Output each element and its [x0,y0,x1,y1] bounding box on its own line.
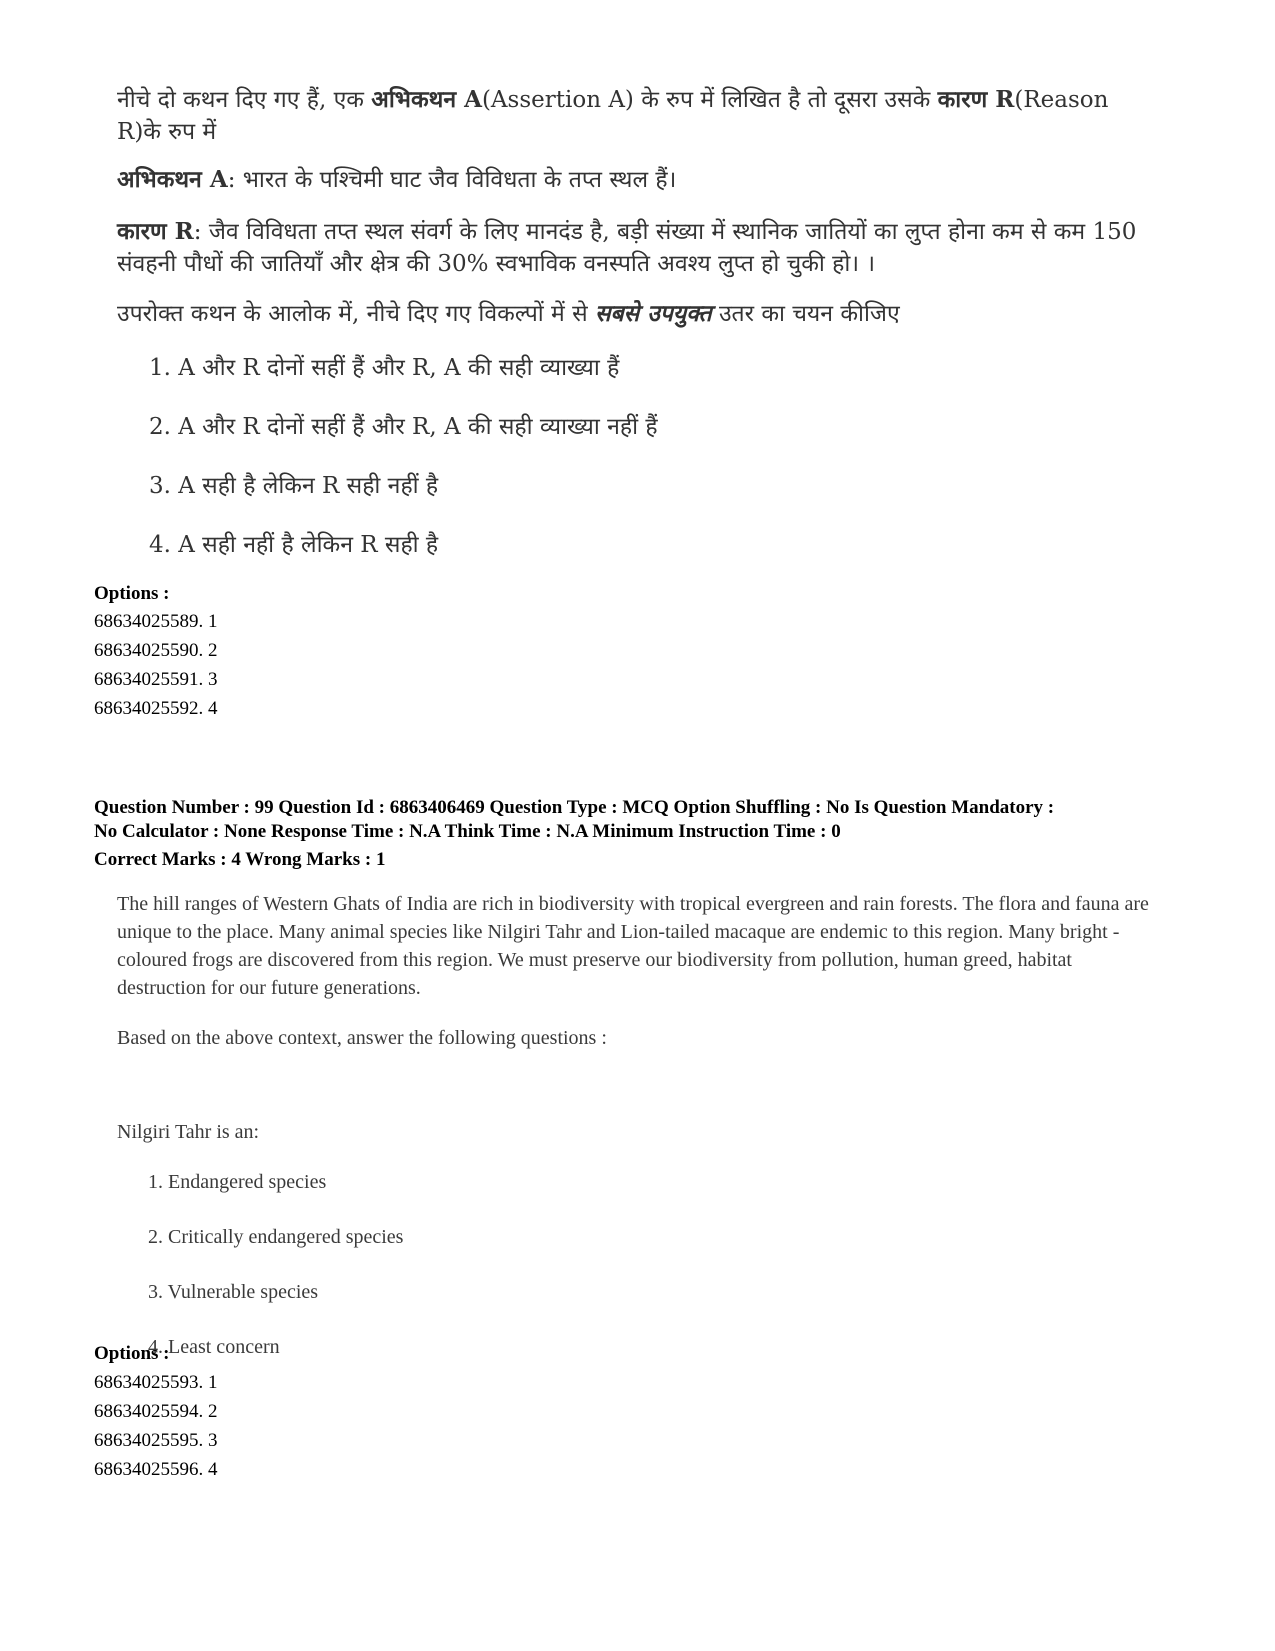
answer-choice: 1. Endangered species [148,1171,327,1193]
question-98-body [117,84,1157,588]
option-item: 68634025593. 1 [94,1372,218,1393]
question-99-body [117,890,1157,1388]
option-item: 68634025596. 4 [94,1459,218,1480]
answer-choice: 4. Least concern [148,1336,280,1358]
answer-choice: 2. Critically endangered species [148,1226,404,1248]
options-label: Options : [94,1343,170,1364]
option-item: 68634025591. 3 [94,669,218,690]
answer-choice: 1. A और R दोनों सहीं हैं और R, A की सही व्याख्या हैं [149,355,620,381]
option-item: 68634025592. 4 [94,698,218,719]
answer-choice: 3. A सही है लेकिन R सही नहीं है [149,473,439,499]
comprehension-instruction: Based on the above context, answer the following questions : [117,1027,607,1049]
option-item: 68634025595. 3 [94,1430,218,1451]
assertion-statement: अभिकथन A: भारत के पश्चिमी घाट जैव विविधता के तप्त स्थल हैं। [117,166,677,193]
reason-label: कारण R [117,218,194,245]
options-label: Options : [94,583,170,604]
answer-choice: 3. Vulnerable species [148,1281,319,1303]
options-list [94,607,218,723]
question-stem: Nilgiri Tahr is an: [117,1121,260,1143]
option-item: 68634025594. 2 [94,1401,218,1422]
answer-choice: 2. A और R दोनों सहीं हैं और R, A की सही व्याख्या नहीं हैं [149,414,658,440]
comprehension-passage: The hill ranges of Western Ghats of India are rich in biodiversity with tropical evergreen and rain forests. The flora and fauna are unique to the place. Many animal species like Nilgiri Tahr and Lion-tailed macaque are endemic to this region. Many bright - coloured frogs are discovered from this region. We must preserve our biodiversity from pollution, human greed, habitat destruction for our future generations. [117,893,1149,999]
answer-choice: 4. A सही नहीं है लेकिन R सही है [149,532,439,558]
marks-line: Correct Marks : 4 Wrong Marks : 1 [94,849,386,870]
question-99-meta [94,796,1214,872]
assertion-reason-intro: नीचे दो कथन दिए गए हैं, एक अभिकथन A(Assertion A) के रुप में लिखित है तो दूसरा उसके कारण R(Reason R)के रुप में [117,86,1109,145]
answer-choices [117,352,1157,561]
options-list [94,1368,218,1484]
option-item: 68634025589. 1 [94,611,218,632]
meta-line: No Calculator : None Response Time : N.A Think Time : N.A Minimum Instruction Time : 0 [94,821,841,842]
assertion-label: अभिकथन A [117,166,228,193]
question-prompt: उपरोक्त कथन के आलोक में, नीचे दिए गए विकल्पों में से सबसे उपयुक्त उतर का चयन कीजिए [117,300,900,327]
answer-choices [117,1168,1157,1361]
meta-line: Question Number : 99 Question Id : 6863406469 Question Type : MCQ Option Shuffling : No Is Question Mandatory : [94,797,1055,818]
reason-statement: कारण R: जैव विविधता तप्त स्थल संवर्ग के लिए मानदंड है, बड़ी संख्या में स्थानिक जातियों का लुप्त होना कम से कम 150 संवहनी पौधों की जातियाँ और क्षेत्र की 30% स्वभाविक वनस्पति अवश्य लुप्त हो चुकी हो। । [117,218,1137,277]
option-item: 68634025590. 2 [94,640,218,661]
